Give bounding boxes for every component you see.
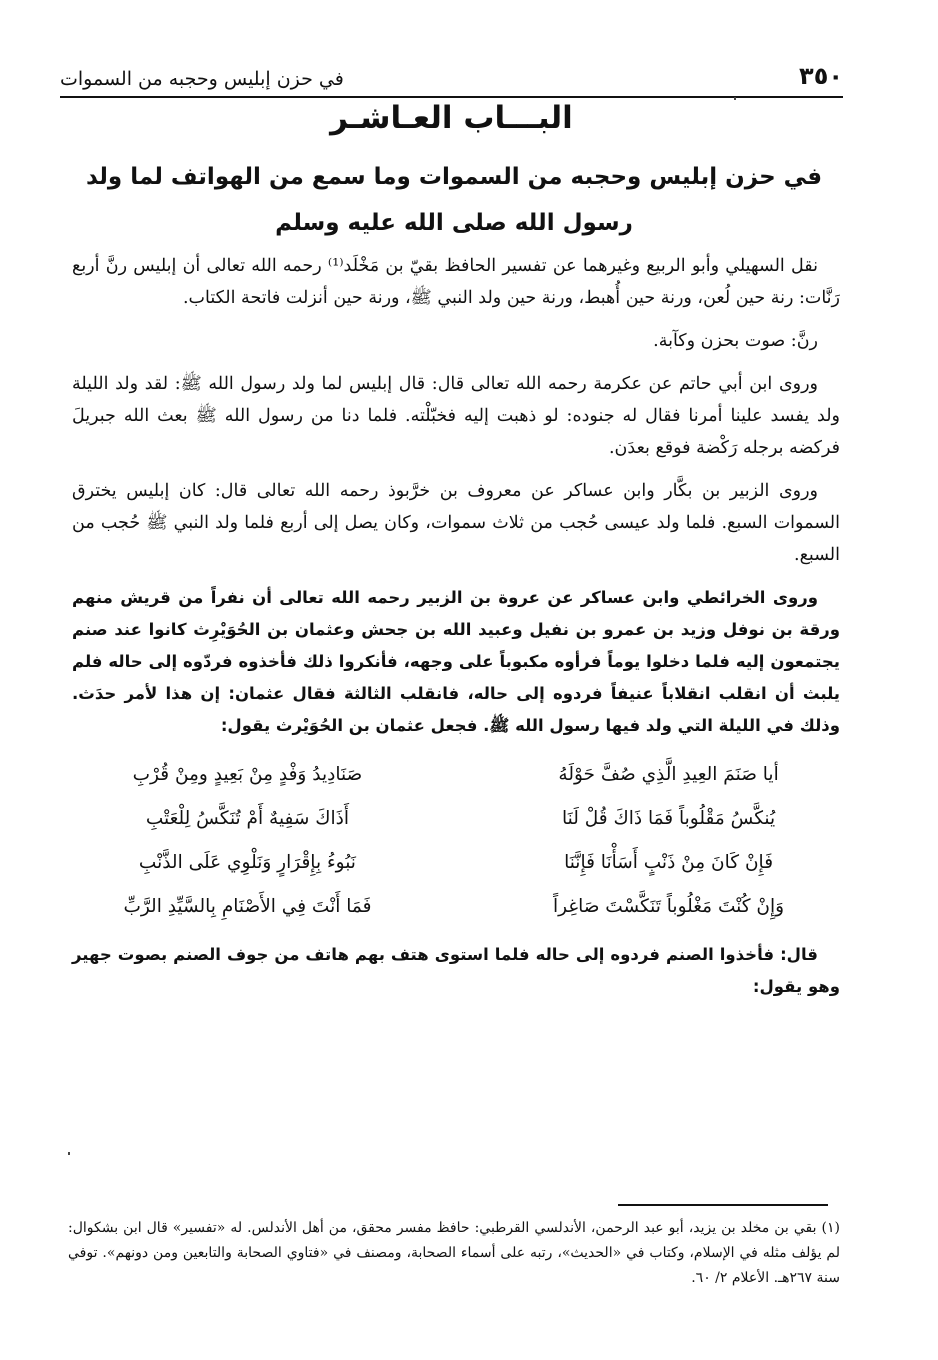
running-header xyxy=(60,42,843,98)
verse-second-hemistich: نَبُوءُ بِإِقْرَارٍ وَنَلْوِي عَلَى الذَّنْبِ xyxy=(138,852,356,873)
paragraph: وروى الزبير بن بكَّار وابن عساكر عن معروف بن خرَّبوذ رحمه الله تعالى قال: كان إبليس يخترق السموات السبع. فلما ولد عيسى حُجب من ثلاث سموات، وكان يصل إلى أربع فلما ولد النبي ﷺ حُجب من السبع. xyxy=(72,481,840,565)
footnote: (١) بقي بن مخلد بن يزيد، أبو عبد الرحمن، الأندلسي القرطبي: حافظ مفسر محقق، من أهل الأندلس. له «تفسير» قال ابن بشكوال: لم يؤلف مثله في الإسلام، وكتاب في «الحديث»، رتبه على أسماء الصحابة، ومصنف في «فتاوي الصحابة والتابعين ومن دونهم». توفي سنة ٢٦٧هـ. الأعلام ٢/ ٦٠. xyxy=(68,1220,840,1286)
verse-first-hemistich: فَإِنْ كَانَ مِنْ ذَنْبٍ أَسَأْنَا فَإِنَّنَا xyxy=(564,852,774,873)
poem-verse xyxy=(72,885,840,929)
chapter-heading: البـــاب العـاشـر xyxy=(330,100,573,136)
poem-verse xyxy=(72,753,840,797)
scan-speck xyxy=(68,1152,70,1155)
verse-first-hemistich: يُنكَّسُ مَقْلُوباً فَمَا ذَاكَ قُلْ لَنَا xyxy=(561,808,776,829)
footnote-divider xyxy=(618,1204,828,1206)
paragraph: رنَّ: صوت بحزن وكآبة. xyxy=(653,331,818,351)
poem xyxy=(72,753,840,929)
verse-first-hemistich: أيا صَنَمَ العِيدِ الَّذِي صُفَّ حَوْلَهُ xyxy=(558,764,779,785)
running-title: في حزن إبليس وحجبه من السموات xyxy=(60,68,344,90)
paragraph: نقل السهيلي وأبو الربيع وغيرهما عن تفسير الحافظ بقيّ بن مَخْلَد⁽¹⁾ رحمه الله تعالى أن إبليس رنَّ أربع رَنَّات: رنة حين لُعن، ورنة حين أُهبط، ورنة حين ولد النبي ﷺ، ورنة حين أنزلت فاتحة الكتاب. xyxy=(72,256,840,308)
paragraph: وروى ابن أبي حاتم عن عكرمة رحمه الله تعالى قال: قال إبليس لما ولد رسول الله ﷺ: لقد ولد الليلة ولد يفسد علينا أمرنا فقال له جنوده: لو ذهبت إليه فخبّلْته. فلما دنا من رسول الله ﷺ بعث الله جبريلَ فركضه برجله رَكْضة فوقع بعدَن. xyxy=(72,374,840,458)
verse-second-hemistich: أَذَاكَ سَفِيهٌ أَمْ تُنَكَّسُ لِلْعَتْبِ xyxy=(145,808,350,829)
chapter-title: في حزن إبليس وحجبه من السموات وما سمع من الهواتف لما ولد رسول الله صلى الله عليه وسلم xyxy=(85,164,823,236)
verse-second-hemistich: فَمَا أَنْتَ فِي الأَصْنَامِ بِالسَّيِّدِ الرَّبِّ xyxy=(123,896,372,917)
closing-paragraph: قال: فأخذوا الصنم فردوه إلى حاله فلما استوى هتف بهم هاتف من جوف الصنم بصوت جهير وهو يقول: xyxy=(72,945,840,996)
scan-speck xyxy=(734,97,736,100)
main-text xyxy=(72,250,840,1014)
poem-verse xyxy=(72,797,840,841)
paragraph: وروى الخرائطي وابن عساكر عن عروة بن الزبير رحمه الله تعالى أن نفراً من قريش منهم ورقة بن نوفل وزيد بن عمرو بن نفيل وعبيد الله بن جحش وعثمان بن الحُوَيْرِث كانوا عند صنم يجتمعون إليه فلما دخلوا يوماً فرأوه مكبوباً على وجهه، فأنكروا ذلك فأخذوه فردّوه إلى حاله فلم يلبث أن انقلب انقلاباً عنيفاً فردوه إلى حاله، فانقلب الثالثة فقال عثمان: إن هذا لأمر حدَث. وذلك في الليلة التي ولد فيها رسول الله ﷺ. فجعل عثمان بن الحُوَيْرث يقول: xyxy=(72,588,840,735)
footnotes xyxy=(68,1216,840,1291)
verse-second-hemistich: صَنَادِيدُ وَفْدٍ مِنْ بَعِيدٍ ومِنْ قُرْبِ xyxy=(132,764,363,785)
verse-first-hemistich: وَإِنْ كُنْتَ مَغْلُوباً تَنَكَّسْتَ صَاغِراً xyxy=(553,896,785,917)
page-number: ٣٥٠ xyxy=(799,62,843,90)
poem-verse xyxy=(72,841,840,885)
